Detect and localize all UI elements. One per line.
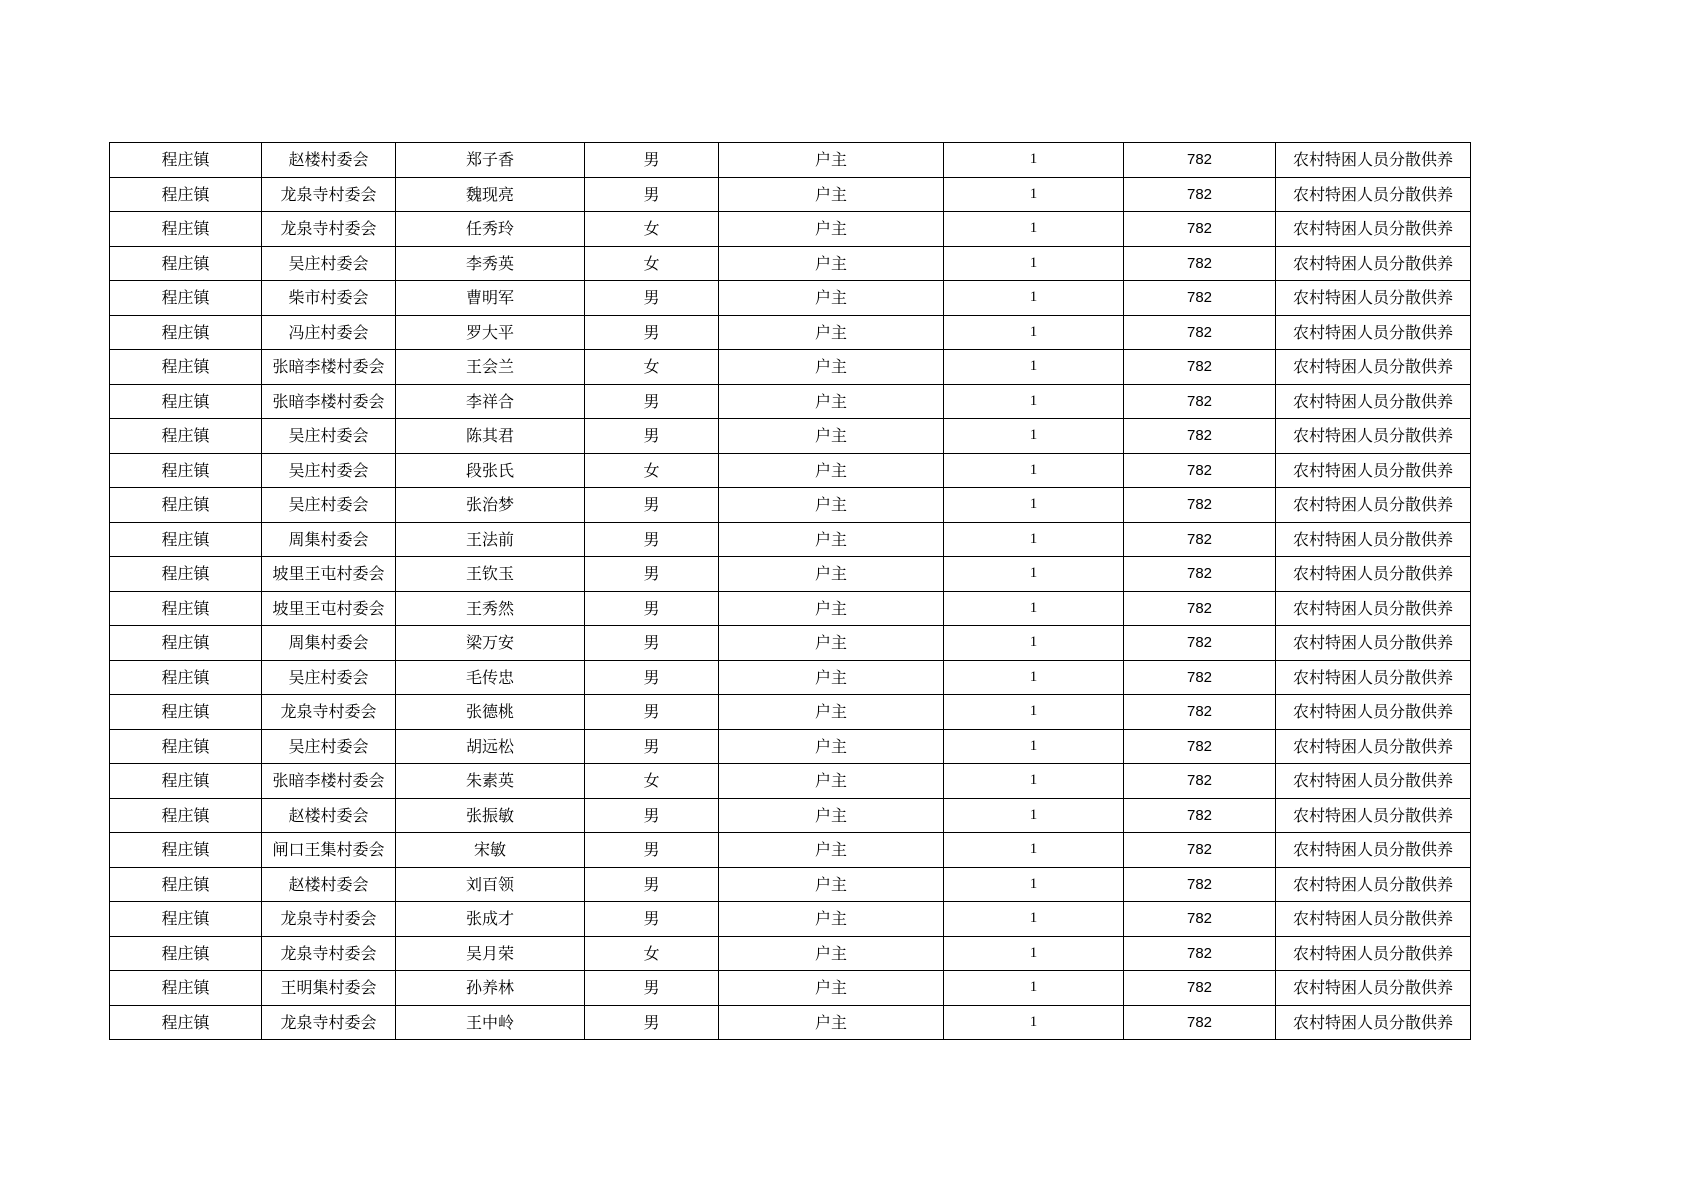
table-row bbox=[110, 522, 1471, 557]
table-row bbox=[110, 626, 1471, 661]
household-size-cell: 1 bbox=[944, 729, 1124, 764]
category-cell: 农村特困人员分散供养 bbox=[1276, 315, 1471, 350]
amount-cell: 782 bbox=[1124, 488, 1276, 523]
village-committee-cell: 吴庄村委会 bbox=[262, 488, 396, 523]
table-row bbox=[110, 660, 1471, 695]
amount-cell: 782 bbox=[1124, 867, 1276, 902]
village-committee-cell: 赵楼村委会 bbox=[262, 867, 396, 902]
category-cell: 农村特困人员分散供养 bbox=[1276, 660, 1471, 695]
name-cell: 吴月荣 bbox=[396, 936, 585, 971]
name-cell: 陈其君 bbox=[396, 419, 585, 454]
table-row bbox=[110, 764, 1471, 799]
household-size-cell: 1 bbox=[944, 591, 1124, 626]
amount-cell: 782 bbox=[1124, 350, 1276, 385]
table-row bbox=[110, 212, 1471, 247]
table-row bbox=[110, 350, 1471, 385]
name-cell: 王会兰 bbox=[396, 350, 585, 385]
gender-cell: 男 bbox=[585, 488, 719, 523]
village-committee-cell: 龙泉寺村委会 bbox=[262, 177, 396, 212]
category-cell: 农村特困人员分散供养 bbox=[1276, 902, 1471, 937]
gender-cell: 男 bbox=[585, 798, 719, 833]
gender-cell: 男 bbox=[585, 419, 719, 454]
amount-cell: 782 bbox=[1124, 522, 1276, 557]
amount-cell: 782 bbox=[1124, 798, 1276, 833]
town-cell: 程庄镇 bbox=[110, 936, 262, 971]
household-relation-cell: 户主 bbox=[719, 212, 944, 247]
gender-cell: 女 bbox=[585, 350, 719, 385]
amount-cell: 782 bbox=[1124, 1005, 1276, 1040]
table-row bbox=[110, 1005, 1471, 1040]
village-committee-cell: 柴市村委会 bbox=[262, 281, 396, 316]
household-relation-cell: 户主 bbox=[719, 729, 944, 764]
household-relation-cell: 户主 bbox=[719, 764, 944, 799]
town-cell: 程庄镇 bbox=[110, 764, 262, 799]
town-cell: 程庄镇 bbox=[110, 591, 262, 626]
village-committee-cell: 吴庄村委会 bbox=[262, 419, 396, 454]
category-cell: 农村特困人员分散供养 bbox=[1276, 557, 1471, 592]
table-row bbox=[110, 177, 1471, 212]
household-relation-cell: 户主 bbox=[719, 867, 944, 902]
gender-cell: 男 bbox=[585, 591, 719, 626]
household-relation-cell: 户主 bbox=[719, 833, 944, 868]
category-cell: 农村特困人员分散供养 bbox=[1276, 419, 1471, 454]
village-committee-cell: 张暗李楼村委会 bbox=[262, 764, 396, 799]
gender-cell: 女 bbox=[585, 936, 719, 971]
name-cell: 梁万安 bbox=[396, 626, 585, 661]
household-relation-cell: 户主 bbox=[719, 660, 944, 695]
amount-cell: 782 bbox=[1124, 315, 1276, 350]
name-cell: 张成才 bbox=[396, 902, 585, 937]
village-committee-cell: 坡里王屯村委会 bbox=[262, 557, 396, 592]
name-cell: 胡远松 bbox=[396, 729, 585, 764]
table-row bbox=[110, 419, 1471, 454]
gender-cell: 男 bbox=[585, 729, 719, 764]
category-cell: 农村特困人员分散供养 bbox=[1276, 798, 1471, 833]
household-size-cell: 1 bbox=[944, 626, 1124, 661]
household-size-cell: 1 bbox=[944, 695, 1124, 730]
gender-cell: 男 bbox=[585, 281, 719, 316]
name-cell: 朱素英 bbox=[396, 764, 585, 799]
household-relation-cell: 户主 bbox=[719, 143, 944, 178]
town-cell: 程庄镇 bbox=[110, 246, 262, 281]
village-committee-cell: 周集村委会 bbox=[262, 626, 396, 661]
name-cell: 王钦玉 bbox=[396, 557, 585, 592]
household-size-cell: 1 bbox=[944, 833, 1124, 868]
category-cell: 农村特困人员分散供养 bbox=[1276, 764, 1471, 799]
relief-roster-table bbox=[109, 142, 1471, 1040]
gender-cell: 男 bbox=[585, 695, 719, 730]
household-size-cell: 1 bbox=[944, 384, 1124, 419]
name-cell: 刘百领 bbox=[396, 867, 585, 902]
amount-cell: 782 bbox=[1124, 246, 1276, 281]
household-relation-cell: 户主 bbox=[719, 626, 944, 661]
category-cell: 农村特困人员分散供养 bbox=[1276, 143, 1471, 178]
category-cell: 农村特困人员分散供养 bbox=[1276, 833, 1471, 868]
gender-cell: 女 bbox=[585, 212, 719, 247]
amount-cell: 782 bbox=[1124, 281, 1276, 316]
town-cell: 程庄镇 bbox=[110, 1005, 262, 1040]
household-size-cell: 1 bbox=[944, 488, 1124, 523]
table-row bbox=[110, 143, 1471, 178]
household-relation-cell: 户主 bbox=[719, 971, 944, 1006]
category-cell: 农村特困人员分散供养 bbox=[1276, 212, 1471, 247]
village-committee-cell: 坡里王屯村委会 bbox=[262, 591, 396, 626]
household-size-cell: 1 bbox=[944, 971, 1124, 1006]
amount-cell: 782 bbox=[1124, 143, 1276, 178]
household-size-cell: 1 bbox=[944, 419, 1124, 454]
gender-cell: 男 bbox=[585, 177, 719, 212]
town-cell: 程庄镇 bbox=[110, 695, 262, 730]
table-row bbox=[110, 246, 1471, 281]
table-row bbox=[110, 591, 1471, 626]
village-committee-cell: 吴庄村委会 bbox=[262, 453, 396, 488]
town-cell: 程庄镇 bbox=[110, 143, 262, 178]
town-cell: 程庄镇 bbox=[110, 798, 262, 833]
table-body bbox=[110, 143, 1471, 1040]
household-relation-cell: 户主 bbox=[719, 695, 944, 730]
name-cell: 任秀玲 bbox=[396, 212, 585, 247]
table-row bbox=[110, 798, 1471, 833]
household-size-cell: 1 bbox=[944, 522, 1124, 557]
household-size-cell: 1 bbox=[944, 557, 1124, 592]
household-size-cell: 1 bbox=[944, 246, 1124, 281]
village-committee-cell: 龙泉寺村委会 bbox=[262, 1005, 396, 1040]
household-relation-cell: 户主 bbox=[719, 902, 944, 937]
village-committee-cell: 吴庄村委会 bbox=[262, 246, 396, 281]
town-cell: 程庄镇 bbox=[110, 419, 262, 454]
gender-cell: 女 bbox=[585, 453, 719, 488]
name-cell: 郑子香 bbox=[396, 143, 585, 178]
category-cell: 农村特困人员分散供养 bbox=[1276, 384, 1471, 419]
table-row bbox=[110, 729, 1471, 764]
household-size-cell: 1 bbox=[944, 350, 1124, 385]
town-cell: 程庄镇 bbox=[110, 660, 262, 695]
amount-cell: 782 bbox=[1124, 557, 1276, 592]
name-cell: 王秀然 bbox=[396, 591, 585, 626]
village-committee-cell: 闸口王集村委会 bbox=[262, 833, 396, 868]
village-committee-cell: 龙泉寺村委会 bbox=[262, 212, 396, 247]
name-cell: 张治梦 bbox=[396, 488, 585, 523]
town-cell: 程庄镇 bbox=[110, 833, 262, 868]
amount-cell: 782 bbox=[1124, 419, 1276, 454]
name-cell: 段张氏 bbox=[396, 453, 585, 488]
household-relation-cell: 户主 bbox=[719, 384, 944, 419]
table-row bbox=[110, 833, 1471, 868]
category-cell: 农村特困人员分散供养 bbox=[1276, 350, 1471, 385]
amount-cell: 782 bbox=[1124, 729, 1276, 764]
town-cell: 程庄镇 bbox=[110, 212, 262, 247]
town-cell: 程庄镇 bbox=[110, 488, 262, 523]
category-cell: 农村特困人员分散供养 bbox=[1276, 729, 1471, 764]
amount-cell: 782 bbox=[1124, 695, 1276, 730]
town-cell: 程庄镇 bbox=[110, 350, 262, 385]
household-relation-cell: 户主 bbox=[719, 557, 944, 592]
table-row bbox=[110, 867, 1471, 902]
category-cell: 农村特困人员分散供养 bbox=[1276, 453, 1471, 488]
household-relation-cell: 户主 bbox=[719, 177, 944, 212]
table-row bbox=[110, 453, 1471, 488]
household-size-cell: 1 bbox=[944, 1005, 1124, 1040]
household-relation-cell: 户主 bbox=[719, 350, 944, 385]
category-cell: 农村特困人员分散供养 bbox=[1276, 867, 1471, 902]
household-size-cell: 1 bbox=[944, 177, 1124, 212]
gender-cell: 男 bbox=[585, 557, 719, 592]
household-size-cell: 1 bbox=[944, 281, 1124, 316]
gender-cell: 男 bbox=[585, 1005, 719, 1040]
category-cell: 农村特困人员分散供养 bbox=[1276, 626, 1471, 661]
household-size-cell: 1 bbox=[944, 798, 1124, 833]
amount-cell: 782 bbox=[1124, 384, 1276, 419]
amount-cell: 782 bbox=[1124, 212, 1276, 247]
household-relation-cell: 户主 bbox=[719, 1005, 944, 1040]
gender-cell: 男 bbox=[585, 522, 719, 557]
gender-cell: 男 bbox=[585, 660, 719, 695]
town-cell: 程庄镇 bbox=[110, 453, 262, 488]
name-cell: 孙养林 bbox=[396, 971, 585, 1006]
amount-cell: 782 bbox=[1124, 833, 1276, 868]
name-cell: 曹明军 bbox=[396, 281, 585, 316]
town-cell: 程庄镇 bbox=[110, 384, 262, 419]
table-row bbox=[110, 902, 1471, 937]
gender-cell: 女 bbox=[585, 764, 719, 799]
household-size-cell: 1 bbox=[944, 453, 1124, 488]
category-cell: 农村特困人员分散供养 bbox=[1276, 488, 1471, 523]
category-cell: 农村特困人员分散供养 bbox=[1276, 695, 1471, 730]
village-committee-cell: 吴庄村委会 bbox=[262, 729, 396, 764]
table-row bbox=[110, 557, 1471, 592]
gender-cell: 女 bbox=[585, 246, 719, 281]
household-relation-cell: 户主 bbox=[719, 246, 944, 281]
town-cell: 程庄镇 bbox=[110, 281, 262, 316]
village-committee-cell: 冯庄村委会 bbox=[262, 315, 396, 350]
household-relation-cell: 户主 bbox=[719, 315, 944, 350]
gender-cell: 男 bbox=[585, 833, 719, 868]
household-size-cell: 1 bbox=[944, 143, 1124, 178]
amount-cell: 782 bbox=[1124, 626, 1276, 661]
table-row bbox=[110, 281, 1471, 316]
household-size-cell: 1 bbox=[944, 867, 1124, 902]
town-cell: 程庄镇 bbox=[110, 315, 262, 350]
name-cell: 魏现亮 bbox=[396, 177, 585, 212]
village-committee-cell: 周集村委会 bbox=[262, 522, 396, 557]
table-row bbox=[110, 936, 1471, 971]
village-committee-cell: 王明集村委会 bbox=[262, 971, 396, 1006]
amount-cell: 782 bbox=[1124, 971, 1276, 1006]
town-cell: 程庄镇 bbox=[110, 971, 262, 1006]
category-cell: 农村特困人员分散供养 bbox=[1276, 281, 1471, 316]
gender-cell: 男 bbox=[585, 867, 719, 902]
town-cell: 程庄镇 bbox=[110, 902, 262, 937]
amount-cell: 782 bbox=[1124, 591, 1276, 626]
town-cell: 程庄镇 bbox=[110, 626, 262, 661]
category-cell: 农村特困人员分散供养 bbox=[1276, 591, 1471, 626]
household-relation-cell: 户主 bbox=[719, 419, 944, 454]
town-cell: 程庄镇 bbox=[110, 867, 262, 902]
category-cell: 农村特困人员分散供养 bbox=[1276, 936, 1471, 971]
name-cell: 宋敏 bbox=[396, 833, 585, 868]
household-size-cell: 1 bbox=[944, 212, 1124, 247]
table-row bbox=[110, 315, 1471, 350]
table-row bbox=[110, 971, 1471, 1006]
amount-cell: 782 bbox=[1124, 764, 1276, 799]
gender-cell: 男 bbox=[585, 626, 719, 661]
household-size-cell: 1 bbox=[944, 315, 1124, 350]
name-cell: 王法前 bbox=[396, 522, 585, 557]
village-committee-cell: 吴庄村委会 bbox=[262, 660, 396, 695]
village-committee-cell: 龙泉寺村委会 bbox=[262, 695, 396, 730]
name-cell: 罗大平 bbox=[396, 315, 585, 350]
household-relation-cell: 户主 bbox=[719, 936, 944, 971]
amount-cell: 782 bbox=[1124, 177, 1276, 212]
household-size-cell: 1 bbox=[944, 936, 1124, 971]
household-size-cell: 1 bbox=[944, 660, 1124, 695]
household-relation-cell: 户主 bbox=[719, 281, 944, 316]
table-row bbox=[110, 384, 1471, 419]
household-size-cell: 1 bbox=[944, 902, 1124, 937]
town-cell: 程庄镇 bbox=[110, 729, 262, 764]
household-relation-cell: 户主 bbox=[719, 453, 944, 488]
village-committee-cell: 张暗李楼村委会 bbox=[262, 384, 396, 419]
village-committee-cell: 龙泉寺村委会 bbox=[262, 936, 396, 971]
town-cell: 程庄镇 bbox=[110, 522, 262, 557]
name-cell: 张德桃 bbox=[396, 695, 585, 730]
name-cell: 李秀英 bbox=[396, 246, 585, 281]
name-cell: 李祥合 bbox=[396, 384, 585, 419]
household-relation-cell: 户主 bbox=[719, 488, 944, 523]
amount-cell: 782 bbox=[1124, 902, 1276, 937]
category-cell: 农村特困人员分散供养 bbox=[1276, 971, 1471, 1006]
village-committee-cell: 张暗李楼村委会 bbox=[262, 350, 396, 385]
village-committee-cell: 赵楼村委会 bbox=[262, 143, 396, 178]
gender-cell: 男 bbox=[585, 384, 719, 419]
gender-cell: 男 bbox=[585, 902, 719, 937]
table-row bbox=[110, 695, 1471, 730]
household-relation-cell: 户主 bbox=[719, 591, 944, 626]
amount-cell: 782 bbox=[1124, 453, 1276, 488]
table-row bbox=[110, 488, 1471, 523]
category-cell: 农村特困人员分散供养 bbox=[1276, 246, 1471, 281]
gender-cell: 男 bbox=[585, 315, 719, 350]
category-cell: 农村特困人员分散供养 bbox=[1276, 1005, 1471, 1040]
town-cell: 程庄镇 bbox=[110, 177, 262, 212]
household-size-cell: 1 bbox=[944, 764, 1124, 799]
category-cell: 农村特困人员分散供养 bbox=[1276, 177, 1471, 212]
gender-cell: 男 bbox=[585, 143, 719, 178]
household-relation-cell: 户主 bbox=[719, 522, 944, 557]
category-cell: 农村特困人员分散供养 bbox=[1276, 522, 1471, 557]
name-cell: 张振敏 bbox=[396, 798, 585, 833]
village-committee-cell: 龙泉寺村委会 bbox=[262, 902, 396, 937]
amount-cell: 782 bbox=[1124, 660, 1276, 695]
village-committee-cell: 赵楼村委会 bbox=[262, 798, 396, 833]
name-cell: 毛传忠 bbox=[396, 660, 585, 695]
town-cell: 程庄镇 bbox=[110, 557, 262, 592]
gender-cell: 男 bbox=[585, 971, 719, 1006]
household-relation-cell: 户主 bbox=[719, 798, 944, 833]
name-cell: 王中岭 bbox=[396, 1005, 585, 1040]
amount-cell: 782 bbox=[1124, 936, 1276, 971]
